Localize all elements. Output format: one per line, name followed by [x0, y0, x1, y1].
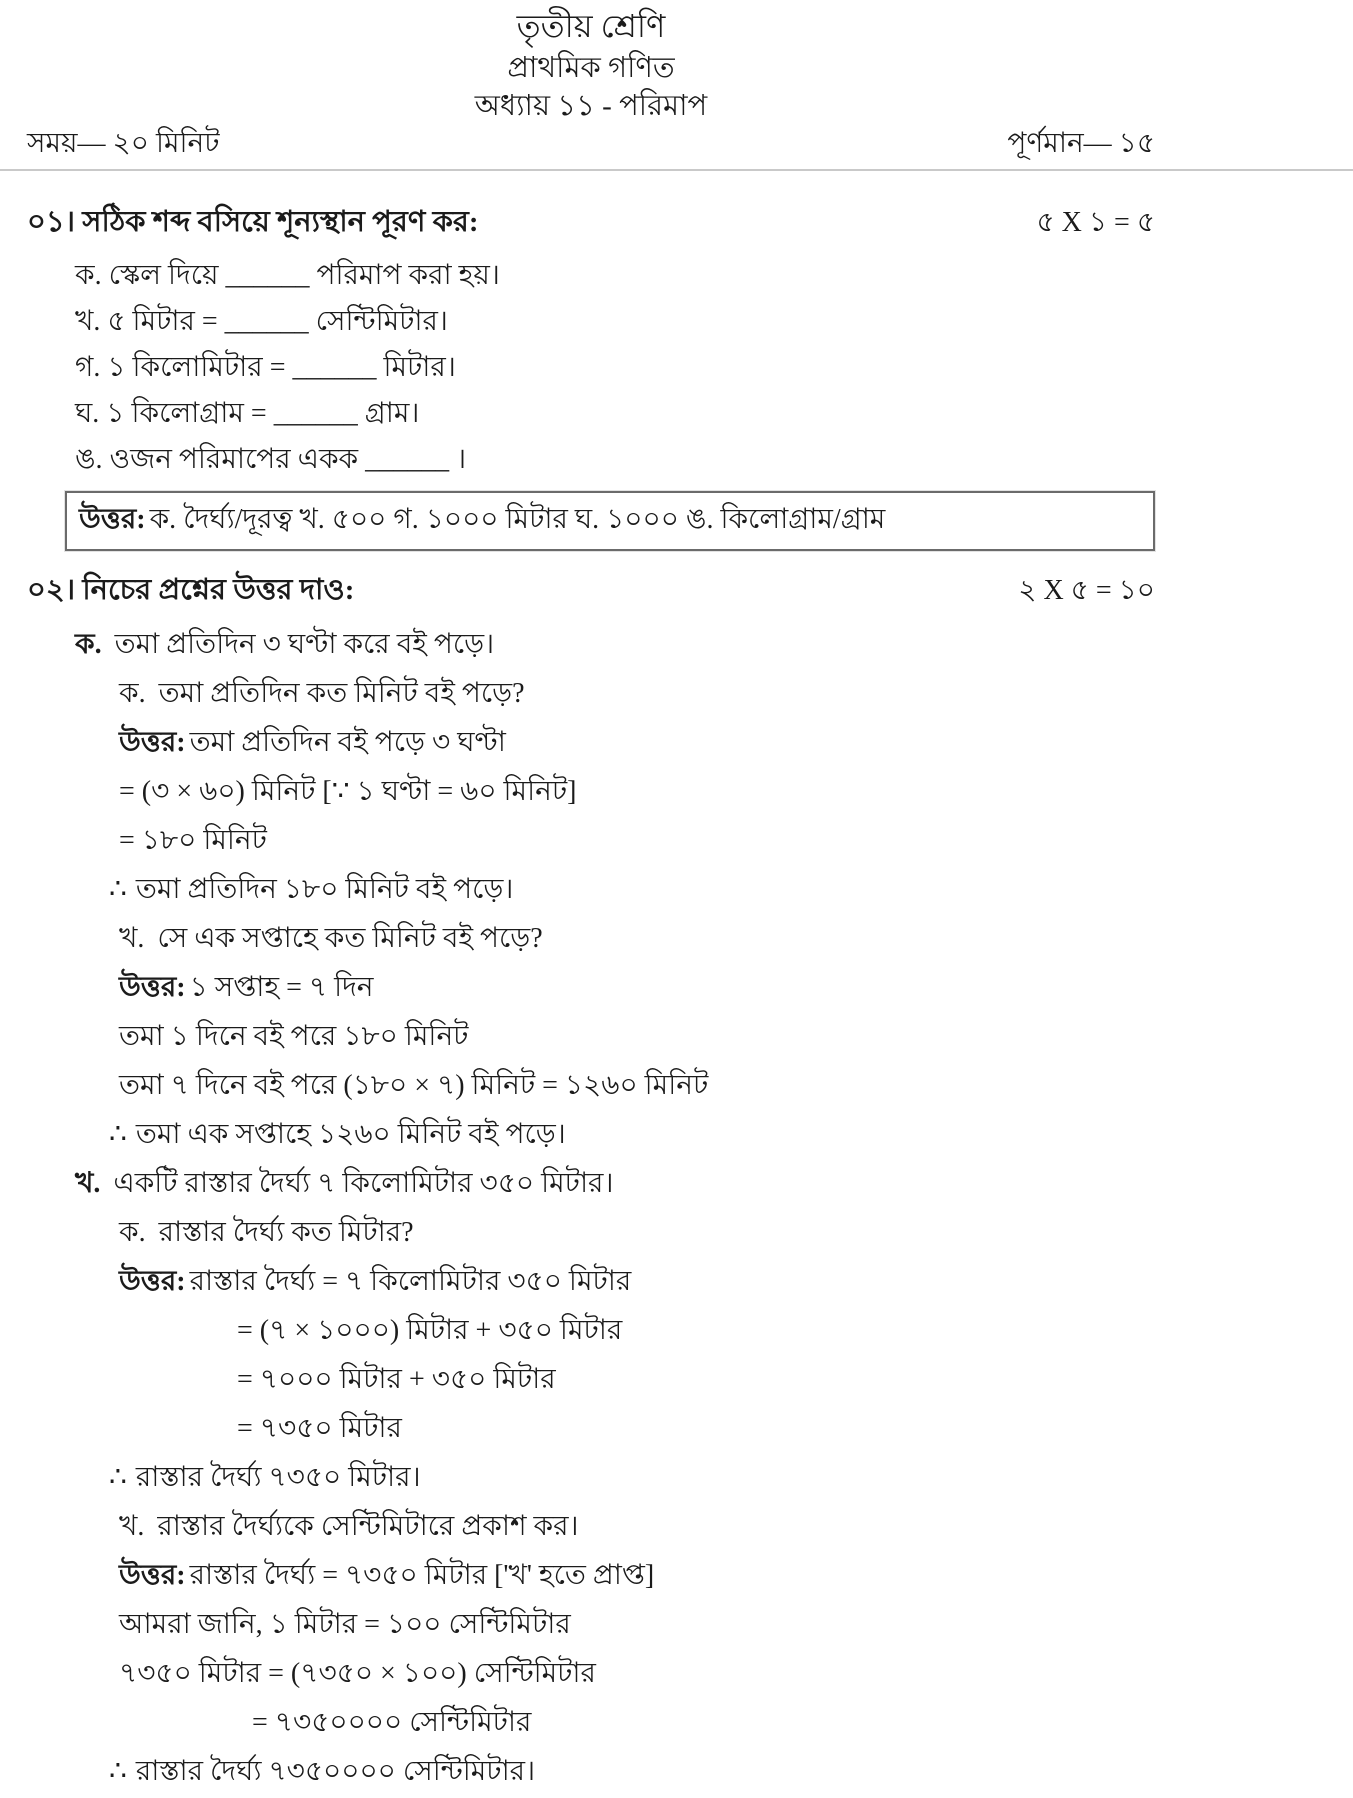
fill-in-blank-list [27, 261, 1155, 474]
question-line [27, 1512, 1155, 1541]
header-divider [0, 169, 1353, 171]
answer-line [27, 973, 1155, 1002]
full-marks: পূর্ণমান— ১৫ [1007, 128, 1155, 160]
chapter-title: অধ্যায় ১১ - পরিমাপ [474, 90, 708, 123]
conclusion-line [27, 875, 1155, 904]
paper-header [27, 0, 1155, 121]
working-line [27, 1414, 1155, 1443]
therefore-symbol: ∴ [109, 1755, 127, 1787]
line-text: = (৩ × ৬০) মিনিট [∵ ১ ঘণ্টা = ৬০ মিনিট] [119, 775, 577, 807]
section-2-title-row [27, 575, 1155, 605]
line-text: = ৭০০০ মিটার + ৩৫০ মিটার [237, 1363, 556, 1395]
section-2 [27, 575, 1155, 1785]
line-text: ৭৩৫০ মিটার = (৭৩৫০ × ১০০) সেন্টিমিটার [119, 1657, 596, 1689]
working-line [27, 826, 1155, 855]
problem-a-statement [27, 630, 1155, 659]
line-prefix: ক. [75, 628, 102, 660]
line-text: = ৭৩৫০ মিটার [237, 1412, 402, 1444]
problem-b-statement [27, 1169, 1155, 1198]
answer-text: ক. দৈর্ঘ্য/দূরত্ব খ. ৫০০ গ. ১০০০ মিটার ঘ. ১০০০ ঙ. কিলোগ্রাম/গ্রাম [149, 504, 886, 536]
blank-item-ka: ক. স্কেল দিয়ে ______ পরিমাপ করা হয়। [75, 260, 500, 292]
line-text: আমরা জানি, ১ মিটার = ১০০ সেন্টিমিটার [119, 1608, 571, 1640]
section-2-marks: ২ X ৫ = ১০ [1018, 575, 1155, 607]
working-line [27, 1365, 1155, 1394]
answer-label: উত্তর: [79, 504, 146, 536]
line-text: রাস্তার দৈর্ঘ্য কত মিটার? [158, 1216, 414, 1248]
question-line [27, 924, 1155, 953]
answer-line [27, 1267, 1155, 1296]
line-text: রাস্তার দৈর্ঘ্য ৭৩৫০ মিটার। [135, 1461, 421, 1493]
blank-item-gha: ঘ. ১ কিলোগ্রাম = ______ গ্রাম। [75, 398, 420, 430]
working-line [27, 1610, 1155, 1639]
class-title: তৃতীয় শ্রেণি [516, 8, 666, 44]
meta-row [27, 129, 1155, 168]
answer-prefix: উত্তর: [119, 726, 186, 758]
blank-item-uma: ঙ. ওজন পরিমাপের একক ______ । [75, 444, 467, 476]
line-prefix: খ. [75, 1167, 101, 1199]
conclusion-line [27, 1120, 1155, 1149]
question-line [27, 679, 1155, 708]
time-allowed: সময়— ২০ মিনিট [27, 128, 220, 160]
line-prefix: ক. [119, 1216, 146, 1248]
line-text: সে এক সপ্তাহে কত মিনিট বই পড়ে? [157, 922, 543, 954]
line-prefix: খ. [119, 1510, 145, 1542]
answer-prefix: উত্তর: [119, 971, 186, 1003]
answer-line [27, 1561, 1155, 1590]
line-text: রাস্তার দৈর্ঘ্য ৭৩৫০০০০ সেন্টিমিটার। [135, 1755, 536, 1787]
subject-title: প্রাথমিক গণিত [507, 51, 675, 84]
answer-prefix: উত্তর: [119, 1265, 186, 1297]
conclusion-line [27, 1757, 1155, 1786]
line-text: রাস্তার দৈর্ঘ্য = ৭৩৫০ মিটার ['খ' হতে প্রাপ্ত] [189, 1559, 655, 1591]
section-1-marks: ৫ X ১ = ৫ [1036, 206, 1155, 238]
line-text: = ১৮০ মিনিট [119, 824, 267, 856]
working-line [27, 1071, 1155, 1100]
working-line [27, 1659, 1155, 1688]
answer-line [27, 728, 1155, 757]
line-text: = ৭৩৫০০০০ সেন্টিমিটার [252, 1706, 532, 1738]
blank-item-ga: গ. ১ কিলোমিটার = ______ মিটার। [75, 352, 456, 384]
blank-item-kha: খ. ৫ মিটার = ______ সেন্টিমিটার। [75, 306, 448, 338]
line-text: তমা প্রতিদিন ১৮০ মিনিট বই পড়ে। [135, 873, 514, 905]
section-1-title: ০১। সঠিক শব্দ বসিয়ে শূন্যস্থান পূরণ কর: [27, 205, 479, 238]
line-prefix: ক. [119, 677, 146, 709]
question-line [27, 1218, 1155, 1247]
conclusion-line [27, 1463, 1155, 1492]
therefore-symbol: ∴ [109, 1461, 127, 1493]
line-text: তমা ৭ দিনে বই পরে (১৮০ × ৭) মিনিট = ১২৬০ মিনিট [119, 1069, 709, 1101]
line-text: ১ সপ্তাহ = ৭ দিন [189, 971, 374, 1003]
working-line [27, 1316, 1155, 1345]
working-line [27, 777, 1155, 806]
line-text: তমা এক সপ্তাহে ১২৬০ মিনিট বই পড়ে। [135, 1118, 566, 1150]
working-line [27, 1022, 1155, 1051]
line-text: = (৭ × ১০০০) মিটার + ৩৫০ মিটার [237, 1314, 623, 1346]
line-text: তমা প্রতিদিন কত মিনিট বই পড়ে? [158, 677, 525, 709]
line-text: তমা প্রতিদিন বই পড়ে ৩ ঘণ্টা [189, 726, 506, 758]
line-prefix: খ. [119, 922, 145, 954]
section-2-title: ০২। নিচের প্রশ্নের উত্তর দাও: [27, 574, 355, 607]
line-text: রাস্তার দৈর্ঘ্য = ৭ কিলোমিটার ৩৫০ মিটার [189, 1265, 632, 1297]
line-text: একটি রাস্তার দৈর্ঘ্য ৭ কিলোমিটার ৩৫০ মিটার। [113, 1167, 614, 1199]
working-line [27, 1708, 1155, 1737]
line-text: রাস্তার দৈর্ঘ্যকে সেন্টিমিটারে প্রকাশ কর। [157, 1510, 579, 1542]
therefore-symbol: ∴ [109, 1118, 127, 1150]
section-1 [27, 207, 1155, 551]
therefore-symbol: ∴ [109, 873, 127, 905]
answer-prefix: উত্তর: [119, 1559, 186, 1591]
line-text: তমা প্রতিদিন ৩ ঘণ্টা করে বই পড়ে। [114, 628, 495, 660]
answer-box [65, 491, 1155, 551]
line-text: তমা ১ দিনে বই পরে ১৮০ মিনিট [119, 1020, 469, 1052]
section-1-title-row [27, 207, 1155, 237]
